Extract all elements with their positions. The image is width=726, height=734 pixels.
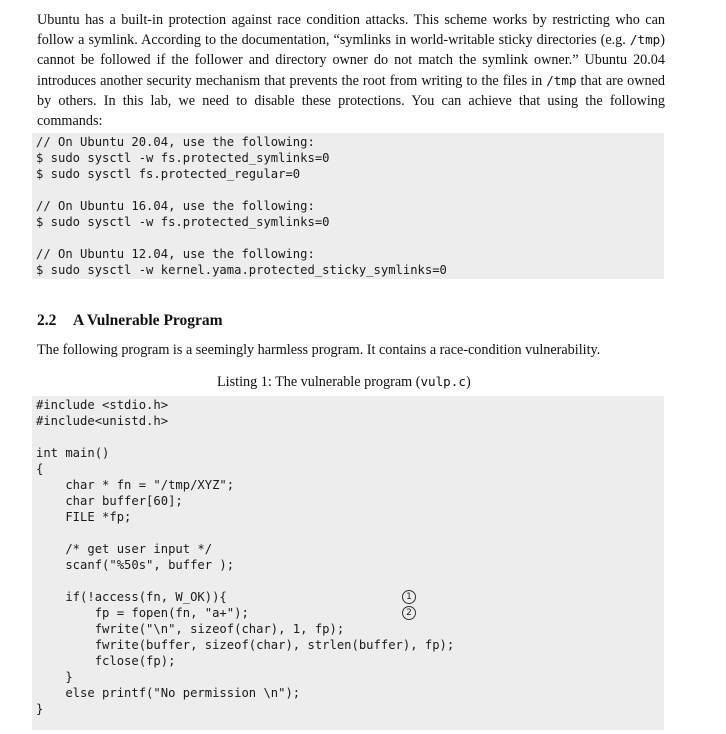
code-line: }: [36, 670, 73, 684]
code-line: $ sudo sysctl -w fs.protected_symlinks=0: [36, 151, 330, 165]
code-line: if(!access(fn, W_OK)){: [36, 590, 227, 604]
listing-caption-file: vulp.c: [420, 374, 466, 389]
code-line: $ sudo sysctl -w kernel.yama.protected_sticky_symlinks=0: [36, 263, 447, 277]
intro-text-2: ) cannot be followed if the follower and directory owner do not match the symlink owner.” Ubuntu 20.04 introduces another security mechanism that prevents the root from writing to the files in: [37, 32, 665, 89]
listing-caption: [217, 374, 471, 391]
sysctl-commands-block: [32, 133, 664, 279]
code-line: char * fn = "/tmp/XYZ";: [36, 478, 235, 492]
intro-tmp-path-1: /tmp: [629, 32, 661, 48]
code-line: char buffer[60];: [36, 494, 183, 508]
code-line: else printf("No permission \n");: [36, 686, 301, 700]
code-line: scanf("%50s", buffer );: [36, 558, 235, 572]
intro-tmp-path-2: /tmp: [546, 72, 577, 88]
callout-marker-2: 2: [402, 606, 416, 620]
listing-caption-close: ): [465, 374, 471, 390]
section-title: A Vulnerable Program: [73, 312, 223, 329]
vulnerable-program-listing: [32, 396, 664, 730]
callout-marker-1: 1: [402, 590, 416, 604]
code-line: // On Ubuntu 20.04, use the following:: [36, 135, 315, 149]
code-line: fp = fopen(fn, "a+");: [36, 606, 249, 620]
code-line: {: [36, 462, 44, 476]
intro-text-1: Ubuntu has a built-in protection against race condition attacks. This scheme works by restricting who can follow a symlink. According to the documentation, “symlinks in world-writable sticky directories (e.g.: [37, 12, 665, 49]
code-line: FILE *fp;: [36, 510, 132, 524]
code-line: fclose(fp);: [36, 654, 176, 668]
code-line: // On Ubuntu 16.04, use the following:: [36, 199, 315, 213]
code-line: $ sudo sysctl -w fs.protected_symlinks=0: [36, 215, 330, 229]
listing-caption-text: Listing 1: The vulnerable program (: [217, 374, 421, 390]
code-line: int main(): [36, 446, 110, 460]
code-line: fwrite("\n", sizeof(char), 1, fp);: [36, 622, 345, 636]
intro-text-3: that are owned by others. In this lab, we need to disable these protections. You can achieve that using the following commands:: [37, 72, 665, 130]
code-line: /* get user input */: [36, 542, 213, 556]
code-line: // On Ubuntu 12.04, use the following:: [36, 247, 315, 261]
code-line: fwrite(buffer, sizeof(char), strlen(buffer), fp);: [36, 638, 455, 652]
code-line: #include<unistd.h>: [36, 414, 169, 428]
section-heading: [37, 312, 223, 330]
code-line: }: [36, 702, 44, 716]
intro-paragraph: [37, 10, 665, 131]
code-line: $ sudo sysctl fs.protected_regular=0: [36, 167, 301, 181]
section-intro-text: The following program is a seemingly harmless program. It contains a race-condition vulnerability.: [37, 342, 601, 358]
section-number: 2.2: [37, 312, 57, 329]
code-line: #include <stdio.h>: [36, 398, 169, 412]
